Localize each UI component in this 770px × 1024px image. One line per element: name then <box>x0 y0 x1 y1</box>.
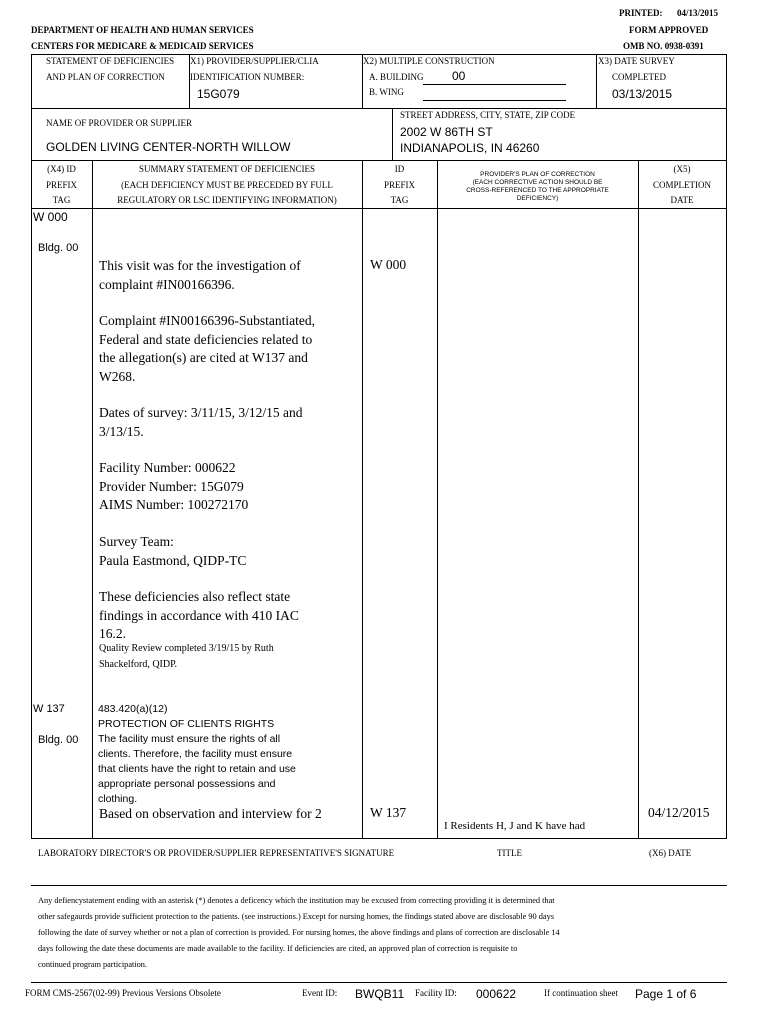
facility-info-paragraph: Facility Number: 000622 Provider Number: 15G079 AIMS Number: 100272170 <box>99 460 249 512</box>
page-number: Page 1 of 6 <box>635 987 697 1001</box>
summary-header-2: (EACH DEFICIENCY MUST BE PRECEDED BY FULL <box>121 180 333 190</box>
regulation-text: 483.420(a)(12) PROTECTION OF CLIENTS RIGHTS The facility must ensure the rights of all clients. Therefore, the facility must ensure that clients have the right to retain and use appropriate personal possessions and clothing. <box>98 703 296 805</box>
x3-label-2: COMPLETED <box>612 72 666 82</box>
completion-date: 04/12/2015 <box>648 805 710 820</box>
date-header: DATE <box>670 195 694 205</box>
rule <box>31 208 727 209</box>
rule <box>31 838 727 839</box>
plan-header-3: CROSS-REFERENCED TO THE APPROPRIATE <box>466 187 609 194</box>
x5-header: (X5) <box>673 164 691 174</box>
survey-date-value: 03/13/2015 <box>612 87 673 101</box>
plan-header-4: DEFICIENCY) <box>516 195 559 202</box>
wing-label: B. WING <box>369 87 404 97</box>
address-street: 2002 W 86TH ST <box>400 125 493 139</box>
tag-w137: W 137 <box>33 703 65 715</box>
rule <box>392 108 393 160</box>
x1-label-2: IDENTIFICATION NUMBER: <box>190 72 305 82</box>
x6-date-label: (X6) DATE <box>649 848 692 858</box>
address-label: STREET ADDRESS, CITY, STATE, ZIP CODE <box>400 110 576 120</box>
observation-paragraph: Based on observation and interview for 2 <box>99 806 322 821</box>
disclaimer-text: Any defiencystatement ending with an asterisk (*) denotes a deficency which the institution may be excused from correcting providing it is determined that other safegaurds provide sufficient protection to the patients. (see instructions.) Except for nursing homes, the findings stated above are disclosable 90 days following the date of survey whether or not a plan of correction is provided. For nursing homes, the above findings and plans of correction are disclosable 14 days following the date these documents are made available to the facility. If deficiencies are cited, an approved plan of correction is requisite to continued program participation. <box>38 896 560 969</box>
id-header: ID <box>394 164 405 174</box>
x3-label-1: X3) DATE SURVEY <box>598 56 675 66</box>
prefix-w137: W 137 <box>370 805 407 820</box>
quality-review-note: Quality Review completed 3/19/15 by Ruth Shackelford, QIDP. <box>99 643 274 670</box>
x4-id-header: (X4) ID <box>47 164 76 174</box>
building-label: A. BUILDING <box>369 72 424 82</box>
prefix-w000: W 000 <box>370 257 407 272</box>
summary-header-3: REGULATORY OR LSC IDENTIFYING INFORMATION) <box>117 195 337 205</box>
rule <box>31 160 727 161</box>
rule <box>31 982 727 983</box>
bldg-label: Bldg. 00 <box>38 242 79 254</box>
completion-header: COMPLETION <box>653 180 711 190</box>
facility-id-label: Facility ID: <box>415 988 457 998</box>
rule <box>726 54 727 838</box>
event-id-label: Event ID: <box>302 988 338 998</box>
printed-date: 04/13/2015 <box>677 8 719 18</box>
continuation-label: If continuation sheet <box>544 988 618 998</box>
centers-title: CENTERS FOR MEDICARE & MEDICAID SERVICES <box>31 41 254 51</box>
provider-name-label: NAME OF PROVIDER OR SUPPLIER <box>46 118 193 128</box>
rule <box>362 160 363 838</box>
rule <box>437 160 438 838</box>
survey-dates-paragraph: Dates of survey: 3/11/15, 3/12/15 and 3/13/15. <box>99 405 303 439</box>
form-approved: FORM APPROVED <box>629 25 709 35</box>
tag-header: TAG <box>52 195 71 205</box>
prefix-header: PREFIX <box>45 180 77 190</box>
form-id: FORM CMS-2567(02-99) Previous Versions Obsolete <box>25 988 221 998</box>
wing-underline <box>423 100 566 101</box>
rule <box>31 54 727 55</box>
building-value: 00 <box>452 69 466 83</box>
prefix-header-2: PREFIX <box>383 180 415 190</box>
statement-label-2: AND PLAN OF CORRECTION <box>46 72 165 82</box>
rule <box>596 54 597 108</box>
rule <box>92 160 93 838</box>
bldg-label-2: Bldg. 00 <box>38 734 79 746</box>
department-title: DEPARTMENT OF HEALTH AND HUMAN SERVICES <box>31 25 254 35</box>
plan-of-correction-text: I Residents H, J and K have had <box>444 820 586 832</box>
tag-header-2: TAG <box>390 195 409 205</box>
x2-label: X2) MULTIPLE CONSTRUCTION <box>363 56 495 66</box>
plan-header-2: (EACH CORRECTIVE ACTION SHOULD BE <box>472 179 603 186</box>
rule <box>31 108 727 109</box>
signature-label: LABORATORY DIRECTOR'S OR PROVIDER/SUPPLIER REPRESENTATIVE'S SIGNATURE <box>38 848 395 858</box>
state-findings-paragraph: These deficiencies also reflect state findings in accordance with 410 IAC 16.2. <box>99 589 299 641</box>
intro-paragraph: This visit was for the investigation of complaint #IN00166396. <box>99 258 301 292</box>
omb-number: OMB NO. 0938-0391 <box>623 41 704 51</box>
rule <box>31 885 727 886</box>
statement-label-1: STATEMENT OF DEFICIENCIES <box>46 56 175 66</box>
survey-team-paragraph: Survey Team: Paula Eastmond, QIDP-TC <box>99 534 247 568</box>
rule <box>638 160 639 838</box>
provider-name: GOLDEN LIVING CENTER-NORTH WILLOW <box>46 140 291 154</box>
tag-w000: W 000 <box>33 210 68 224</box>
address-city: INDIANAPOLIS, IN 46260 <box>400 141 540 155</box>
plan-header-1: PROVIDER'S PLAN OF CORRECTION <box>480 171 595 178</box>
building-underline <box>423 84 566 85</box>
event-id-value: BWQB11 <box>355 987 405 1001</box>
summary-header-1: SUMMARY STATEMENT OF DEFICIENCIES <box>138 164 316 174</box>
printed-label: PRINTED: <box>619 8 663 18</box>
facility-id-value: 000622 <box>476 987 517 1001</box>
title-label: TITLE <box>497 848 522 858</box>
complaint-paragraph: Complaint #IN00166396-Substantiated, Federal and state deficiencies related to the allegation(s) are cited at W137 and W268. <box>99 313 315 384</box>
x1-label-1: X1) PROVIDER/SUPPLIER/CLIA <box>190 56 319 66</box>
provider-id-value: 15G079 <box>197 87 240 101</box>
